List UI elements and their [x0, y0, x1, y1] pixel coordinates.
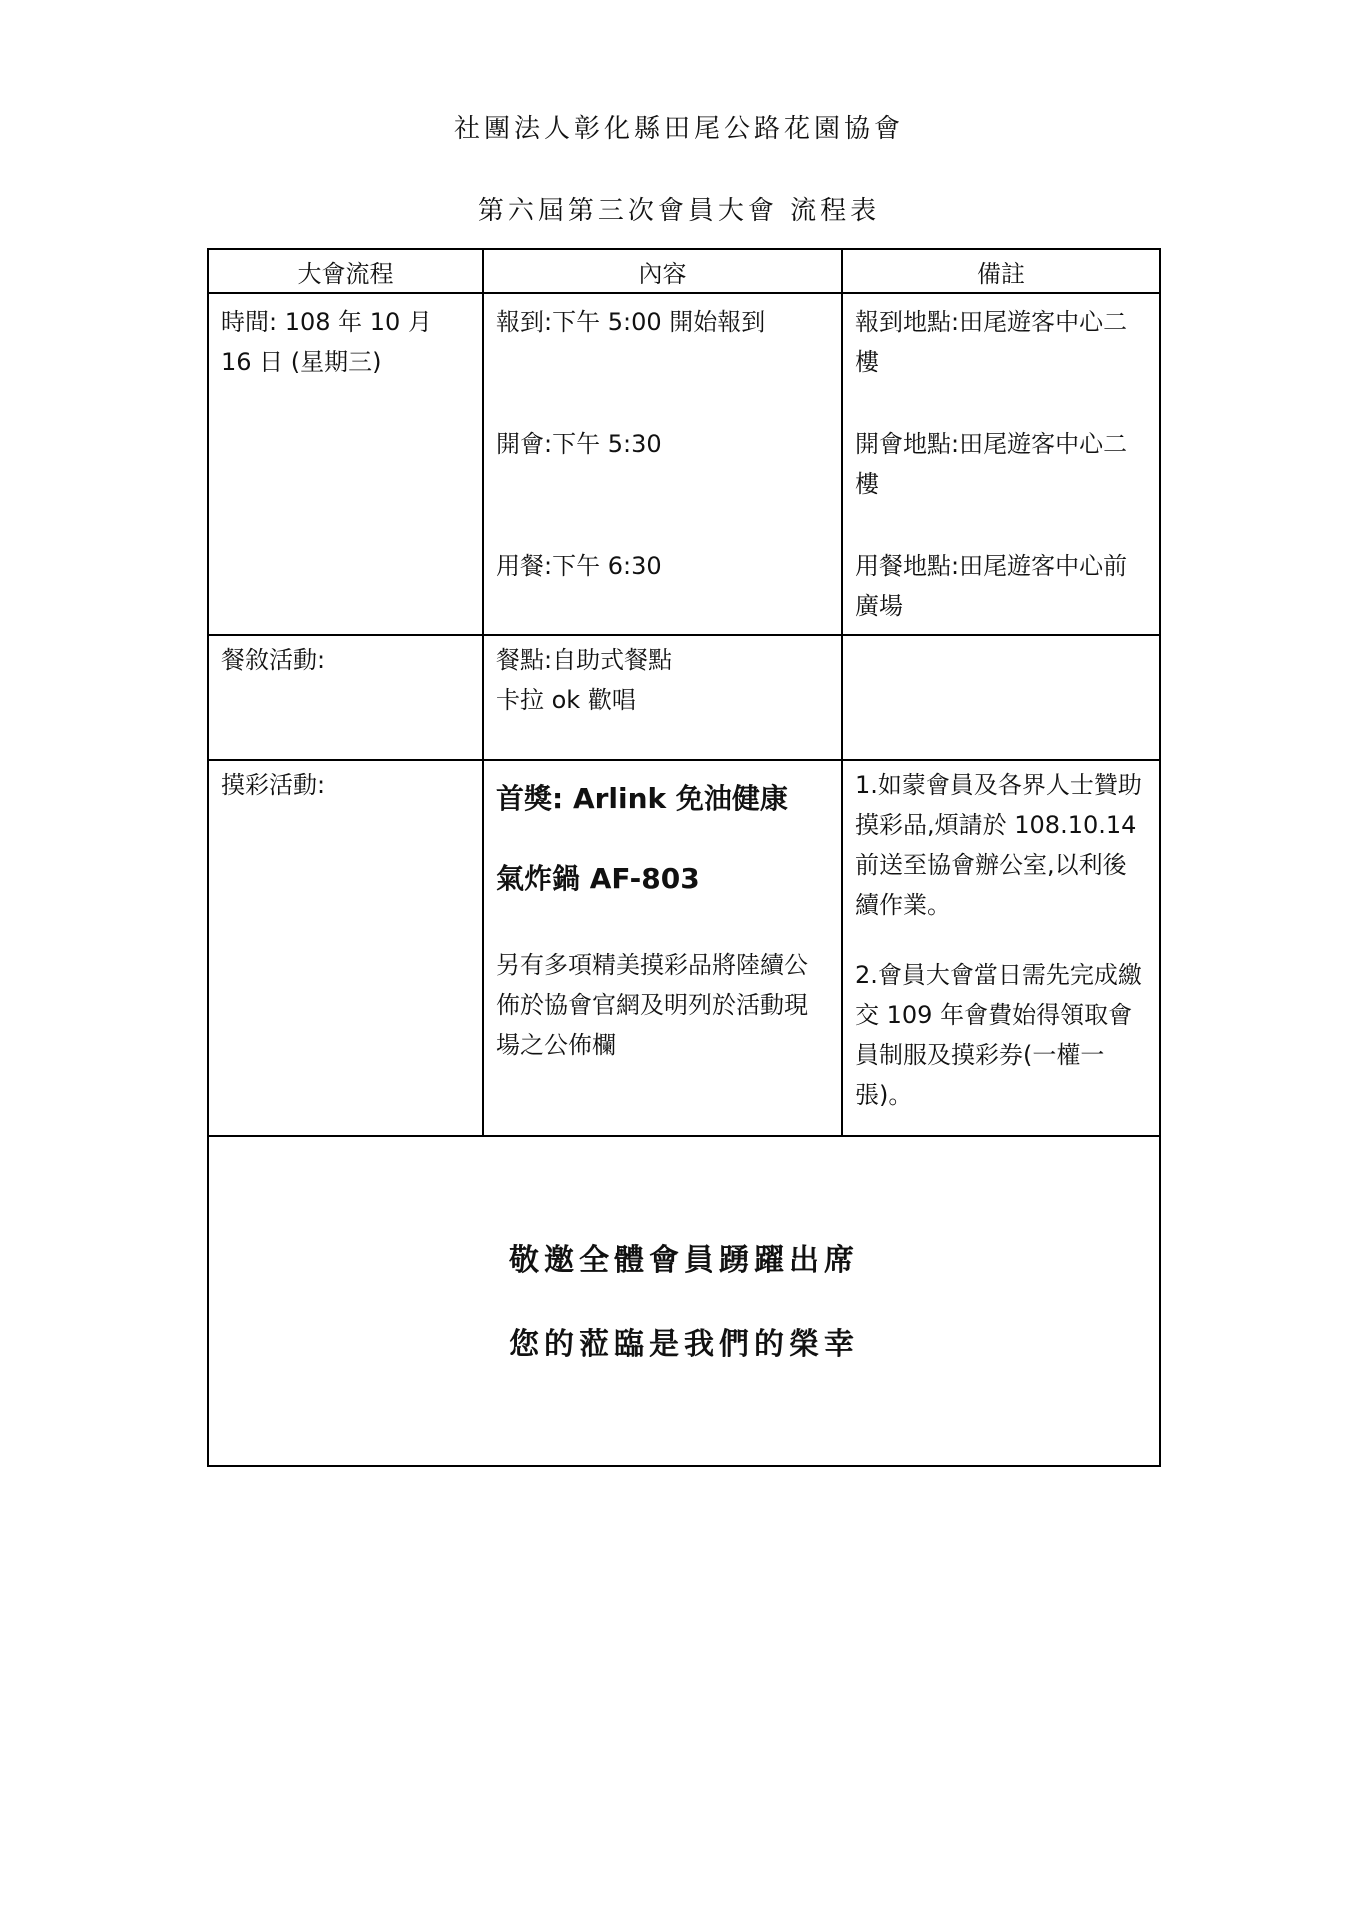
table-header-row — [208, 249, 1160, 293]
closing-invitation: 敬邀全體會員踴躍出席 — [509, 1243, 859, 1278]
table-row — [208, 293, 1160, 635]
karaoke-info: 卡拉 ok 歡唱 — [496, 686, 636, 714]
dinner-location: 用餐地點:田尾遊客中心前廣場 — [855, 552, 1128, 620]
checkin-location: 報到地點:田尾遊客中心二樓 — [855, 308, 1128, 376]
checkin-time: 報到:下午 5:00 開始報到 — [496, 308, 766, 336]
schedule-notes-cell — [842, 293, 1160, 635]
agenda-table — [207, 248, 1161, 1467]
column-header: 大會流程 — [208, 249, 483, 293]
dining-label-cell — [208, 635, 483, 760]
raffle-note-2: 2.會員大會當日需先完成繳交 109 年會費始得領取會員制服及摸彩券(一權一張)。 — [855, 961, 1142, 1109]
column-header: 內容 — [483, 249, 842, 293]
table-row — [208, 1136, 1160, 1466]
org-title: 社團法人彰化縣田尾公路花園協會 — [453, 114, 904, 144]
raffle-label-cell — [208, 760, 483, 1136]
dining-content-cell — [483, 635, 842, 760]
closing-thanks: 您的蒞臨是我們的榮幸 — [509, 1327, 859, 1362]
raffle-note-1: 1.如蒙會員及各界人士贊助摸彩品,煩請於 108.10.14 前送至協會辦公室,以利後續作業。 — [855, 771, 1142, 919]
dinner-time: 用餐:下午 6:30 — [496, 552, 662, 580]
event-title: 第六屆第三次會員大會 流程表 — [477, 196, 881, 226]
meeting-location: 開會地點:田尾遊客中心二樓 — [855, 430, 1128, 498]
raffle-label: 摸彩活動: — [221, 771, 326, 799]
event-date: 時間: 108 年 10 月 16 日 (星期三) — [221, 308, 432, 376]
table-row — [208, 760, 1160, 1136]
raffle-content-cell — [483, 760, 842, 1136]
meeting-time: 開會:下午 5:30 — [496, 430, 662, 458]
closing-cell — [208, 1136, 1160, 1466]
first-prize-line1: 首獎: Arlink 免油健康 — [496, 782, 788, 815]
schedule-content-cell — [483, 293, 842, 635]
schedule-time-cell — [208, 293, 483, 635]
other-prizes: 另有多項精美摸彩品將陸續公佈於協會官網及明列於活動現場之公佈欄 — [496, 951, 808, 1059]
dining-notes-cell — [842, 635, 1160, 760]
table-row — [208, 635, 1160, 760]
first-prize-line2: 氣炸鍋 AF-803 — [496, 862, 700, 895]
column-header: 備註 — [842, 249, 1160, 293]
meal-info: 餐點:自助式餐點 — [496, 646, 673, 674]
dining-label: 餐敘活動: — [221, 646, 326, 674]
raffle-notes-cell — [842, 760, 1160, 1136]
